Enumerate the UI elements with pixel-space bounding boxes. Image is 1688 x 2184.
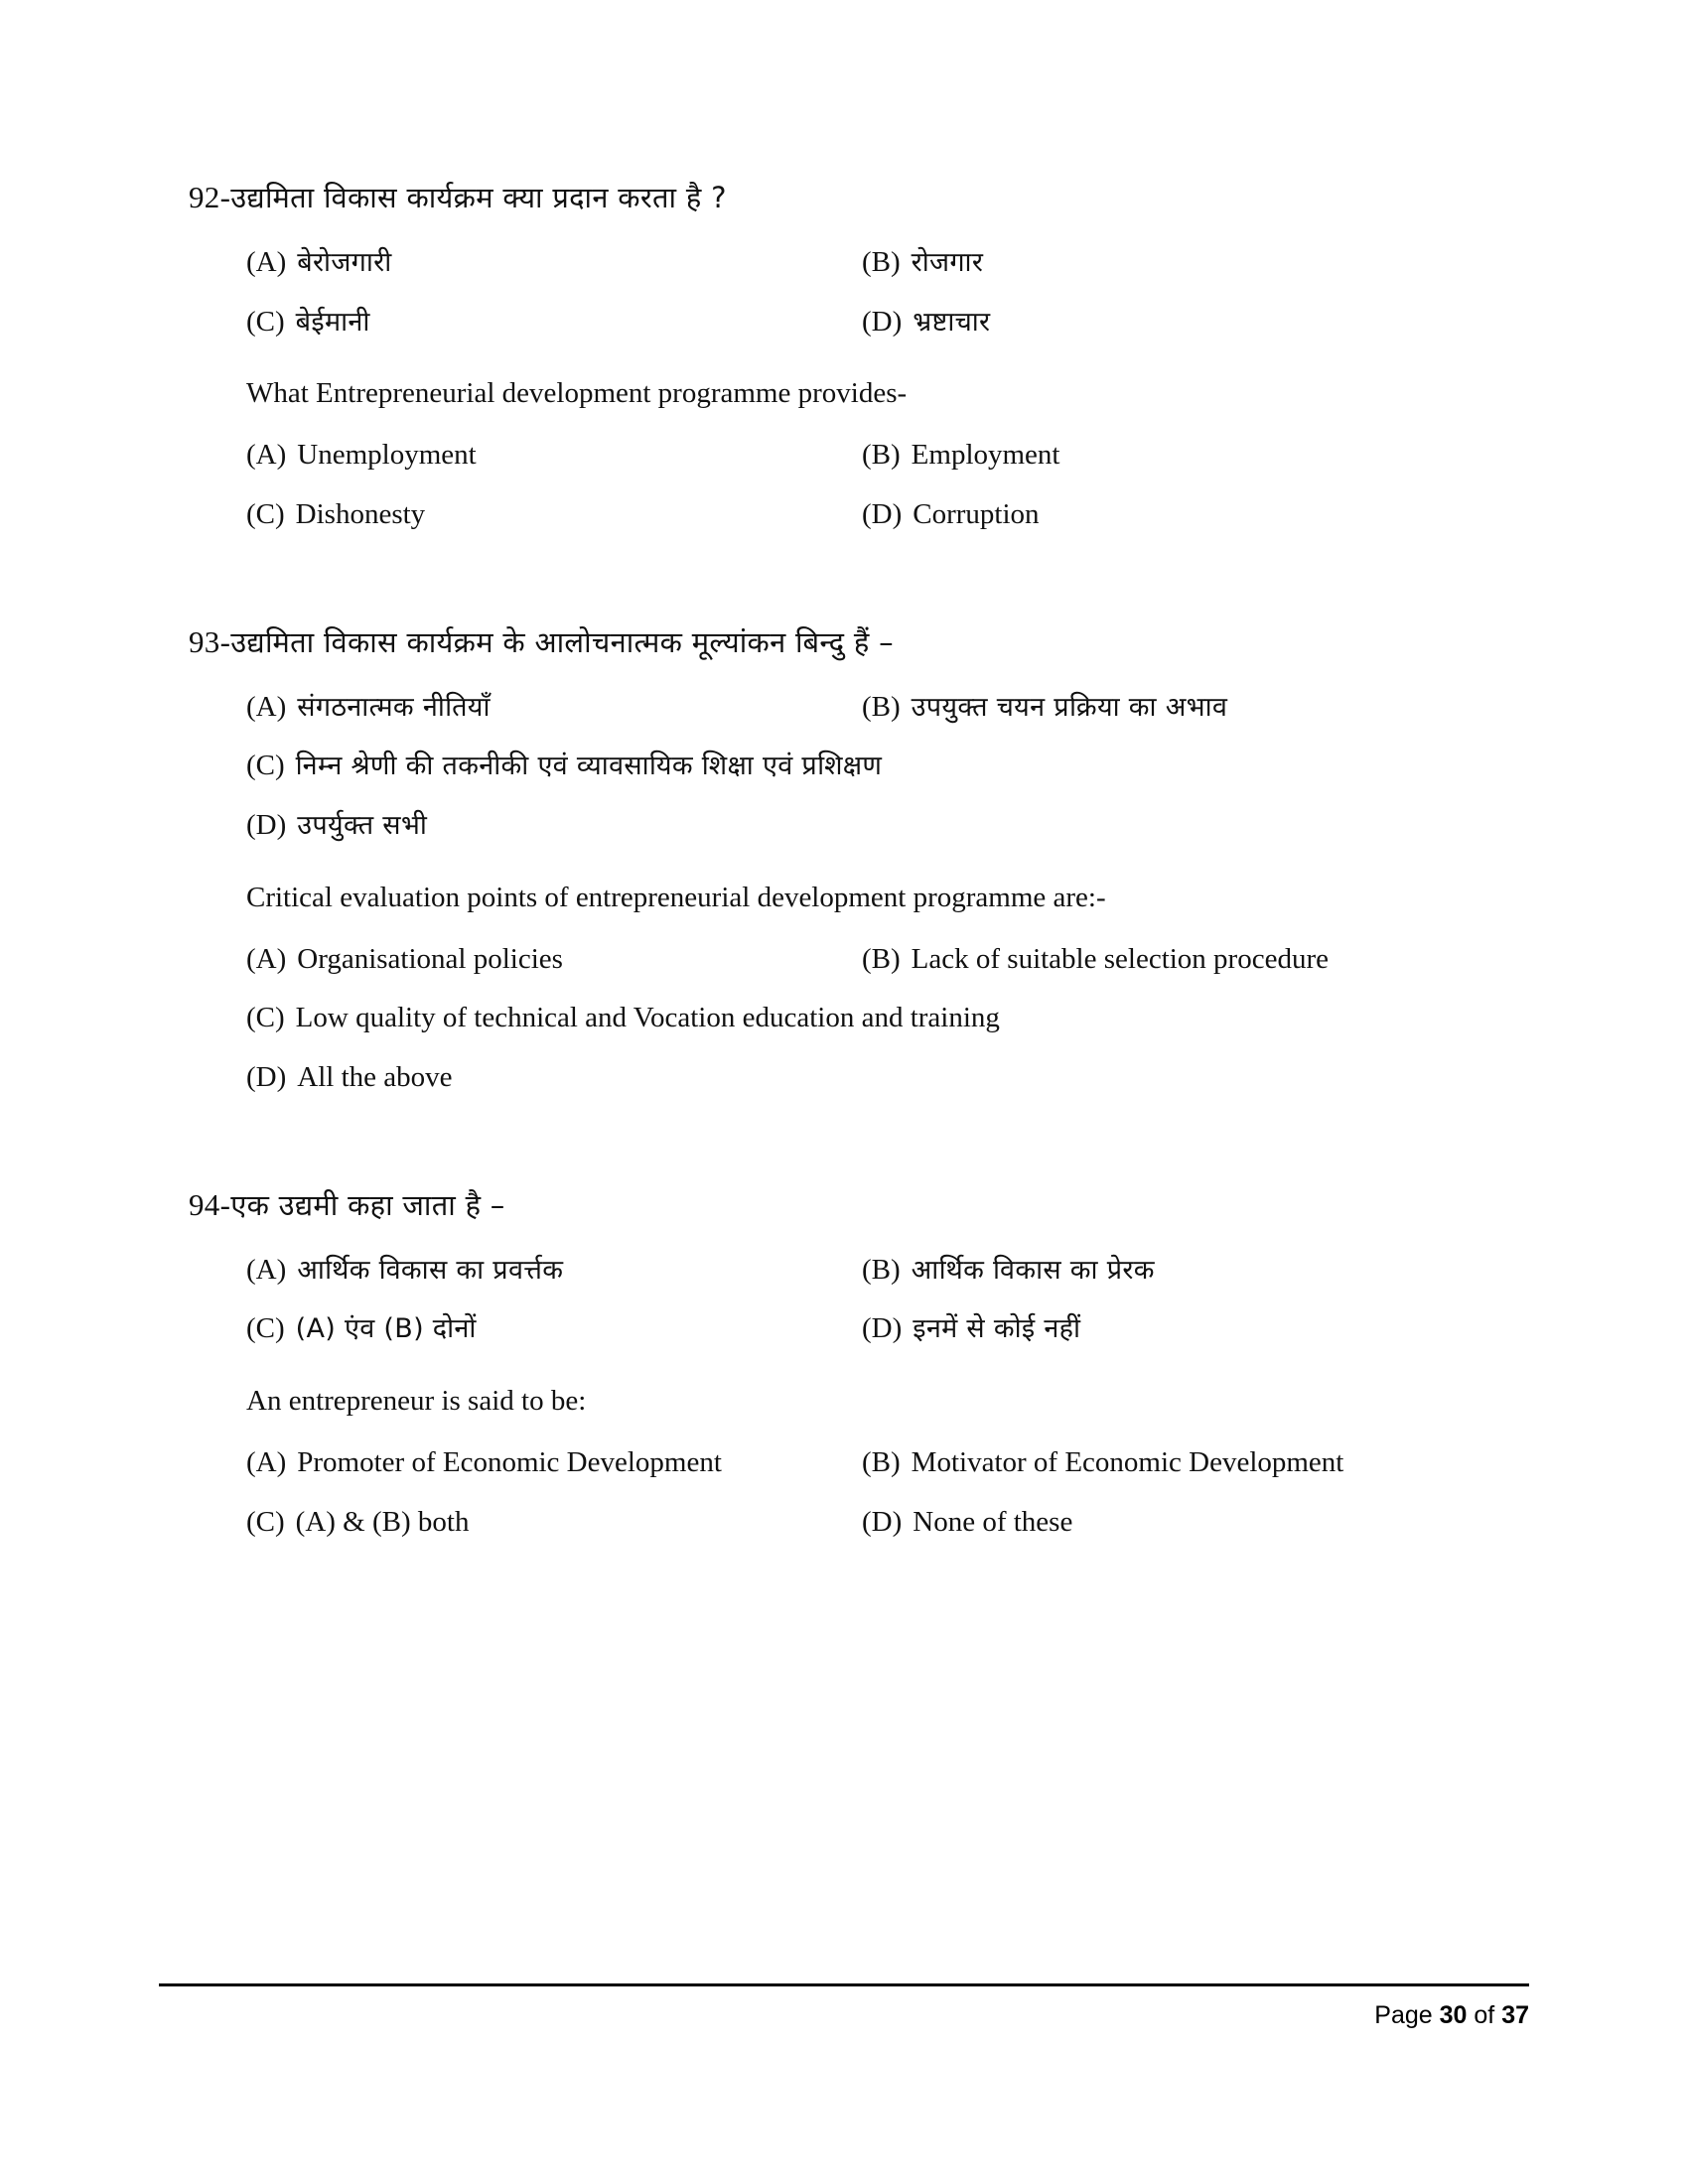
question-93-english-options-row-1 (246, 941, 1487, 979)
option-col-right (862, 1310, 1477, 1348)
question-93-option-a-english[interactable] (246, 941, 862, 979)
option-label: (B) (862, 245, 901, 278)
question-92-option-b-english[interactable] (862, 437, 1477, 475)
question-94-stem-english: An entrepreneur is said to be: (246, 1385, 587, 1418)
option-label: (A) (246, 439, 287, 472)
question-93-hindi-options-row-3 (246, 807, 1487, 845)
question-93-english-options-row-3 (246, 1059, 1487, 1097)
option-text: उपर्युक्त सभी (297, 809, 428, 841)
option-label: (A) (246, 1253, 287, 1286)
question-92-english-options-row-1 (246, 437, 1487, 475)
question-92-option-d-english[interactable] (862, 496, 1477, 534)
question-94-stem-hindi-text: एक उद्यमी कहा जाता है – (230, 1187, 505, 1222)
option-label: (C) (246, 498, 285, 531)
footer-middle: of (1474, 2001, 1495, 2029)
option-col-left (246, 1310, 862, 1348)
option-col-left (246, 1444, 862, 1482)
question-94-option-c-english[interactable] (246, 1504, 862, 1542)
question-94-english-options-row-1 (246, 1444, 1487, 1482)
question-92-stem-hindi (189, 177, 1487, 218)
option-text: भ्रष्टाचार (913, 306, 991, 338)
option-text: संगठनात्मक नीतियाँ (297, 691, 491, 723)
option-label: (B) (862, 1446, 901, 1479)
option-col-right (862, 1504, 1477, 1542)
footer-current-page: 30 (1439, 2001, 1468, 2029)
question-92-option-a-hindi[interactable] (246, 244, 862, 282)
option-col-right (862, 496, 1477, 534)
option-text: Unemployment (297, 439, 477, 472)
option-col-right (862, 437, 1477, 475)
option-col-left (246, 1504, 862, 1542)
option-text: All the above (297, 1061, 453, 1094)
option-label: (C) (246, 750, 285, 782)
option-col-right (862, 1444, 1477, 1482)
question-93-option-a-hindi[interactable] (246, 689, 862, 727)
question-92-stem-english: What Entrepreneurial development programme provides- (246, 377, 908, 410)
question-92-option-c-hindi[interactable] (246, 304, 862, 341)
question-93-number: 93- (189, 623, 231, 659)
question-92-option-d-hindi[interactable] (862, 304, 1477, 341)
question-94-option-b-english[interactable] (862, 1444, 1477, 1482)
question-93-stem-hindi-text: उद्यमिता विकास कार्यक्रम के आलोचनात्मक मूल्यांकन बिन्दु हैं – (230, 624, 894, 659)
option-label: (D) (246, 808, 287, 841)
option-text: Organisational policies (297, 942, 563, 975)
question-93-hindi-options-row-2 (246, 748, 1487, 785)
question-93-option-c-hindi[interactable] (246, 748, 1487, 785)
question-94-hindi-options-row-2 (246, 1310, 1487, 1348)
question-93-option-b-english[interactable] (862, 941, 1477, 979)
question-94-hindi-options-row-1 (246, 1252, 1487, 1290)
option-label: (A) (246, 245, 287, 278)
question-92 (189, 177, 1487, 534)
option-label: (D) (862, 305, 903, 338)
question-93-option-c-english[interactable] (246, 1000, 1487, 1037)
option-col-full (246, 1000, 1487, 1037)
option-col-right (862, 689, 1477, 727)
option-col-full (246, 1059, 1487, 1097)
question-list (189, 177, 1487, 1599)
question-93-stem-english: Critical evaluation points of entrepreneurial development programme are:- (246, 881, 1106, 913)
option-text: Low quality of technical and Vocation education and training (295, 1002, 1000, 1034)
option-col-left (246, 437, 862, 475)
question-94-option-d-english[interactable] (862, 1504, 1477, 1542)
question-92-hindi-options-row-2 (246, 304, 1487, 341)
footer-prefix: Page (1374, 2001, 1433, 2029)
question-92-number: 92- (189, 180, 231, 214)
question-92-option-c-english[interactable] (246, 496, 862, 534)
option-label: (B) (862, 439, 901, 472)
option-col-left (246, 1252, 862, 1290)
question-93-option-d-hindi[interactable] (246, 807, 1487, 845)
option-col-right (862, 941, 1477, 979)
footer-total-pages: 37 (1501, 2001, 1529, 2029)
option-text: None of these (913, 1505, 1073, 1538)
question-93-stem-hindi (189, 621, 1487, 663)
question-93-hindi-options-row-1 (246, 689, 1487, 727)
option-text: बेईमानी (295, 306, 370, 338)
option-text: इनमें से कोई नहीं (913, 1313, 1081, 1345)
question-spacer (246, 1155, 1487, 1184)
option-col-left (246, 689, 862, 727)
option-label: (D) (862, 1505, 903, 1538)
question-93-option-b-hindi[interactable] (862, 689, 1477, 727)
option-text: बेरोजगारी (297, 246, 392, 278)
option-label: (C) (246, 1002, 285, 1034)
question-93 (189, 621, 1487, 1097)
question-94-option-a-english[interactable] (246, 1444, 862, 1482)
option-text: निम्न श्रेणी की तकनीकी एवं व्यावसायिक शिक्षा एवं प्रशिक्षण (295, 751, 883, 782)
question-94-option-a-hindi[interactable] (246, 1252, 862, 1290)
option-text: Lack of suitable selection procedure (911, 942, 1329, 975)
option-label: (D) (862, 498, 903, 531)
question-93-option-d-english[interactable] (246, 1059, 1487, 1097)
option-label: (A) (246, 690, 287, 723)
option-label: (C) (246, 1312, 285, 1345)
option-col-left (246, 244, 862, 282)
question-94-option-b-hindi[interactable] (862, 1252, 1477, 1290)
question-94-option-c-hindi[interactable] (246, 1310, 862, 1348)
option-label: (D) (246, 1061, 287, 1094)
option-text: Corruption (913, 498, 1040, 531)
question-94-number: 94- (189, 1186, 231, 1222)
question-94-english-options-row-2 (246, 1504, 1487, 1542)
option-text: Employment (911, 439, 1060, 472)
question-92-option-b-hindi[interactable] (862, 244, 1477, 282)
option-col-right (862, 244, 1477, 282)
option-text: रोजगार (911, 246, 984, 278)
option-col-left (246, 496, 862, 534)
question-92-english-options-row-2 (246, 496, 1487, 534)
option-text: आर्थिक विकास का प्रवर्त्तक (297, 1254, 564, 1286)
option-col-right (862, 304, 1477, 341)
option-text: Dishonesty (295, 498, 426, 531)
option-col-left (246, 304, 862, 341)
question-94-stem-hindi (189, 1184, 1487, 1226)
option-col-left (246, 941, 862, 979)
option-label: (C) (246, 1505, 285, 1538)
page-footer (159, 2001, 1529, 2030)
option-text: Promoter of Economic Development (297, 1446, 722, 1479)
option-text: (A) एंव (B) दोनों (295, 1313, 477, 1345)
option-label: (C) (246, 305, 285, 338)
question-92-option-a-english[interactable] (246, 437, 862, 475)
question-spacer (246, 592, 1487, 621)
footer-divider (159, 1983, 1529, 1986)
option-label: (B) (862, 942, 901, 975)
option-col-full (246, 807, 1487, 845)
question-93-english-options-row-2 (246, 1000, 1487, 1037)
question-92-stem-hindi-text: उद्यमिता विकास कार्यक्रम क्या प्रदान करता है ? (230, 181, 727, 214)
option-label: (D) (862, 1312, 903, 1345)
option-label: (A) (246, 1446, 287, 1479)
option-col-full (246, 748, 1487, 785)
option-text: उपयुक्त चयन प्रक्रिया का अभाव (911, 691, 1228, 723)
option-col-right (862, 1252, 1477, 1290)
question-92-hindi-options-row-1 (246, 244, 1487, 282)
question-94 (189, 1184, 1487, 1542)
option-text: (A) & (B) both (295, 1505, 470, 1538)
option-label: (B) (862, 1253, 901, 1286)
option-label: (A) (246, 942, 287, 975)
option-text: आर्थिक विकास का प्रेरक (911, 1254, 1155, 1286)
option-label: (B) (862, 690, 901, 723)
option-text: Motivator of Economic Development (911, 1446, 1344, 1479)
question-94-option-d-hindi[interactable] (862, 1310, 1477, 1348)
